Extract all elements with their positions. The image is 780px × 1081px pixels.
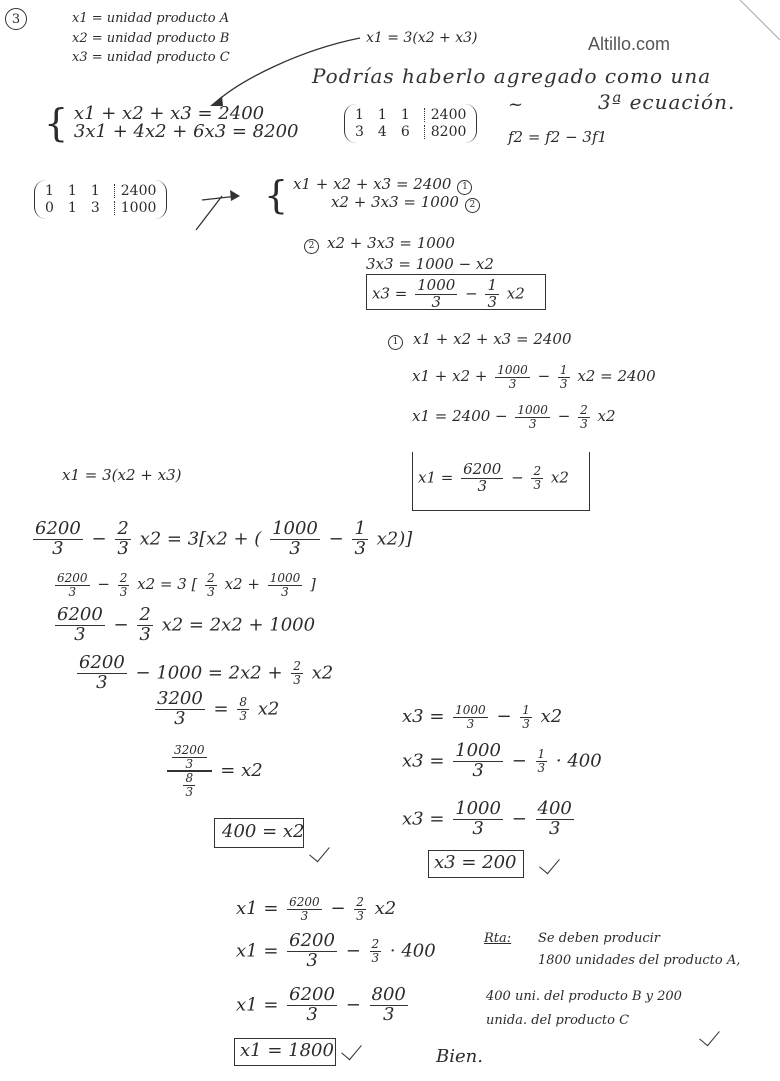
problem-number: 3	[5, 8, 27, 30]
x1-substitution-line: x1 + x2 + $\frac{1000}{3}$ − $\frac{1}{3}$ x2 = 2400	[412, 363, 656, 391]
x3-isolate-line: 3x3 = 1000 − x2	[366, 255, 494, 273]
x1-isolate-line: x1 = 2400 − $\frac{1000}{3}$ − $\frac{2}{3}$ x2	[412, 403, 616, 431]
answer-line-4: unida. del producto C	[486, 1013, 630, 1028]
teacher-note-line2: 3ª ecuación.	[598, 90, 736, 114]
x3-expression: x3 = $\frac{1000}{3}$ − $\frac{1}{3}$ x2	[372, 276, 525, 311]
answer-label: Rta:	[484, 931, 512, 946]
x1-final-result: x1 = 1800	[240, 1040, 334, 1061]
eq-label-1: 1	[457, 180, 472, 195]
x3-calc-line-3: x3 = $\frac{1000}{3}$ − $\frac{400}{3}$	[402, 798, 572, 839]
substitution-line-1: $\frac{6200}{3}$ − $\frac{2}{3}$ x2 = 3[x2 + ( $\frac{1000}{3}$ − $\frac{1}{3}$ x2)]	[35, 518, 413, 559]
x3-calc-line-2: x3 = $\frac{1000}{3}$ − $\frac{1}{3}$ · 400	[402, 740, 602, 781]
system-eq-2: 3x1 + 4x2 + 6x3 = 8200	[73, 121, 299, 142]
x3-final-result: x3 = 200	[434, 852, 517, 873]
system-eq-1: x1 + x2 + x3 = 2400	[73, 103, 265, 124]
substitution-line-3: $\frac{6200}{3}$ − $\frac{2}{3}$ x2 = 2x2 + 1000	[57, 604, 316, 645]
substitution-line-2: $\frac{6200}{3}$ − $\frac{2}{3}$ x2 = 3 [ $\frac{2}{3}$ x2 + $\frac{1000}{3}$ ]	[57, 571, 316, 599]
row-operation: f2 = f2 − 3f1	[508, 128, 608, 146]
x1-lead-equation: 1 x1 + x2 + x3 = 2400	[382, 332, 572, 350]
x2-result: 400 = x2	[222, 821, 305, 842]
relation-mid: x1 = 3(x2 + x3)	[62, 466, 182, 484]
x1-calc-line-2: x1 = $\frac{6200}{3}$ − $\frac{2}{3}$ · 400	[236, 930, 436, 971]
reduced-system: { x1 + x2 + x3 = 2400 1 x2 + 3x3 = 1000 2	[264, 176, 480, 214]
teacher-note-line1: Podrías haberlo agregado como una	[312, 64, 712, 88]
definition-x1: x1 = unidad producto A	[72, 11, 230, 26]
augmented-matrix-1: 1 1 1 2400 3 4 6 8200	[344, 104, 477, 143]
x1-calc-line-3: x1 = $\frac{6200}{3}$ − $\frac{800}{3}$	[236, 984, 406, 1025]
answer-line-3: 400 uni. del producto B y 200	[486, 989, 682, 1004]
grade-note: Bien.	[436, 1046, 483, 1067]
answer-line-2: 1800 unidades del producto A,	[538, 953, 741, 968]
reduced-eq-2: x2 + 3x3 = 1000	[330, 193, 459, 211]
answer-line-1: Se deben producir	[538, 931, 660, 946]
relation-top: x1 = 3(x2 + x3)	[366, 30, 478, 46]
substitution-line-6: $\frac{\frac{3200}{3}}{\frac{8}{3}}$ = x2	[164, 744, 263, 798]
x1-calc-line-1: x1 = $\frac{6200}{3}$ − $\frac{2}{3}$ x2	[236, 895, 397, 923]
substitution-line-4: $\frac{6200}{3}$ − 1000 = 2x2 + $\frac{2}{3}$ x2	[79, 652, 334, 693]
definition-x3: x3 = unidad producto C	[72, 50, 230, 65]
substitution-line-5: $\frac{3200}{3}$ = $\frac{8}{3}$ x2	[157, 688, 280, 729]
x3-calc-line-1: x3 = $\frac{1000}{3}$ − $\frac{1}{3}$ x2	[402, 703, 563, 731]
reduced-eq-1: x1 + x2 + x3 = 2400	[292, 175, 452, 193]
eq-label-2: 2	[465, 198, 480, 213]
x1-expression: x1 = $\frac{6200}{3}$ − $\frac{2}{3}$ x2	[418, 460, 569, 495]
x3-lead-equation: 2 x2 + 3x3 = 1000	[298, 236, 455, 254]
watermark: Altillo.com	[588, 34, 671, 54]
initial-system: { x1 + x2 + x3 = 2400 3x1 + 4x2 + 6x3 = 8200	[44, 101, 299, 145]
row-equivalent-tilde: ~	[508, 94, 524, 115]
augmented-matrix-2: 1 1 1 2400 0 1 3 1000	[34, 180, 167, 219]
definition-x2: x2 = unidad producto B	[72, 31, 230, 46]
